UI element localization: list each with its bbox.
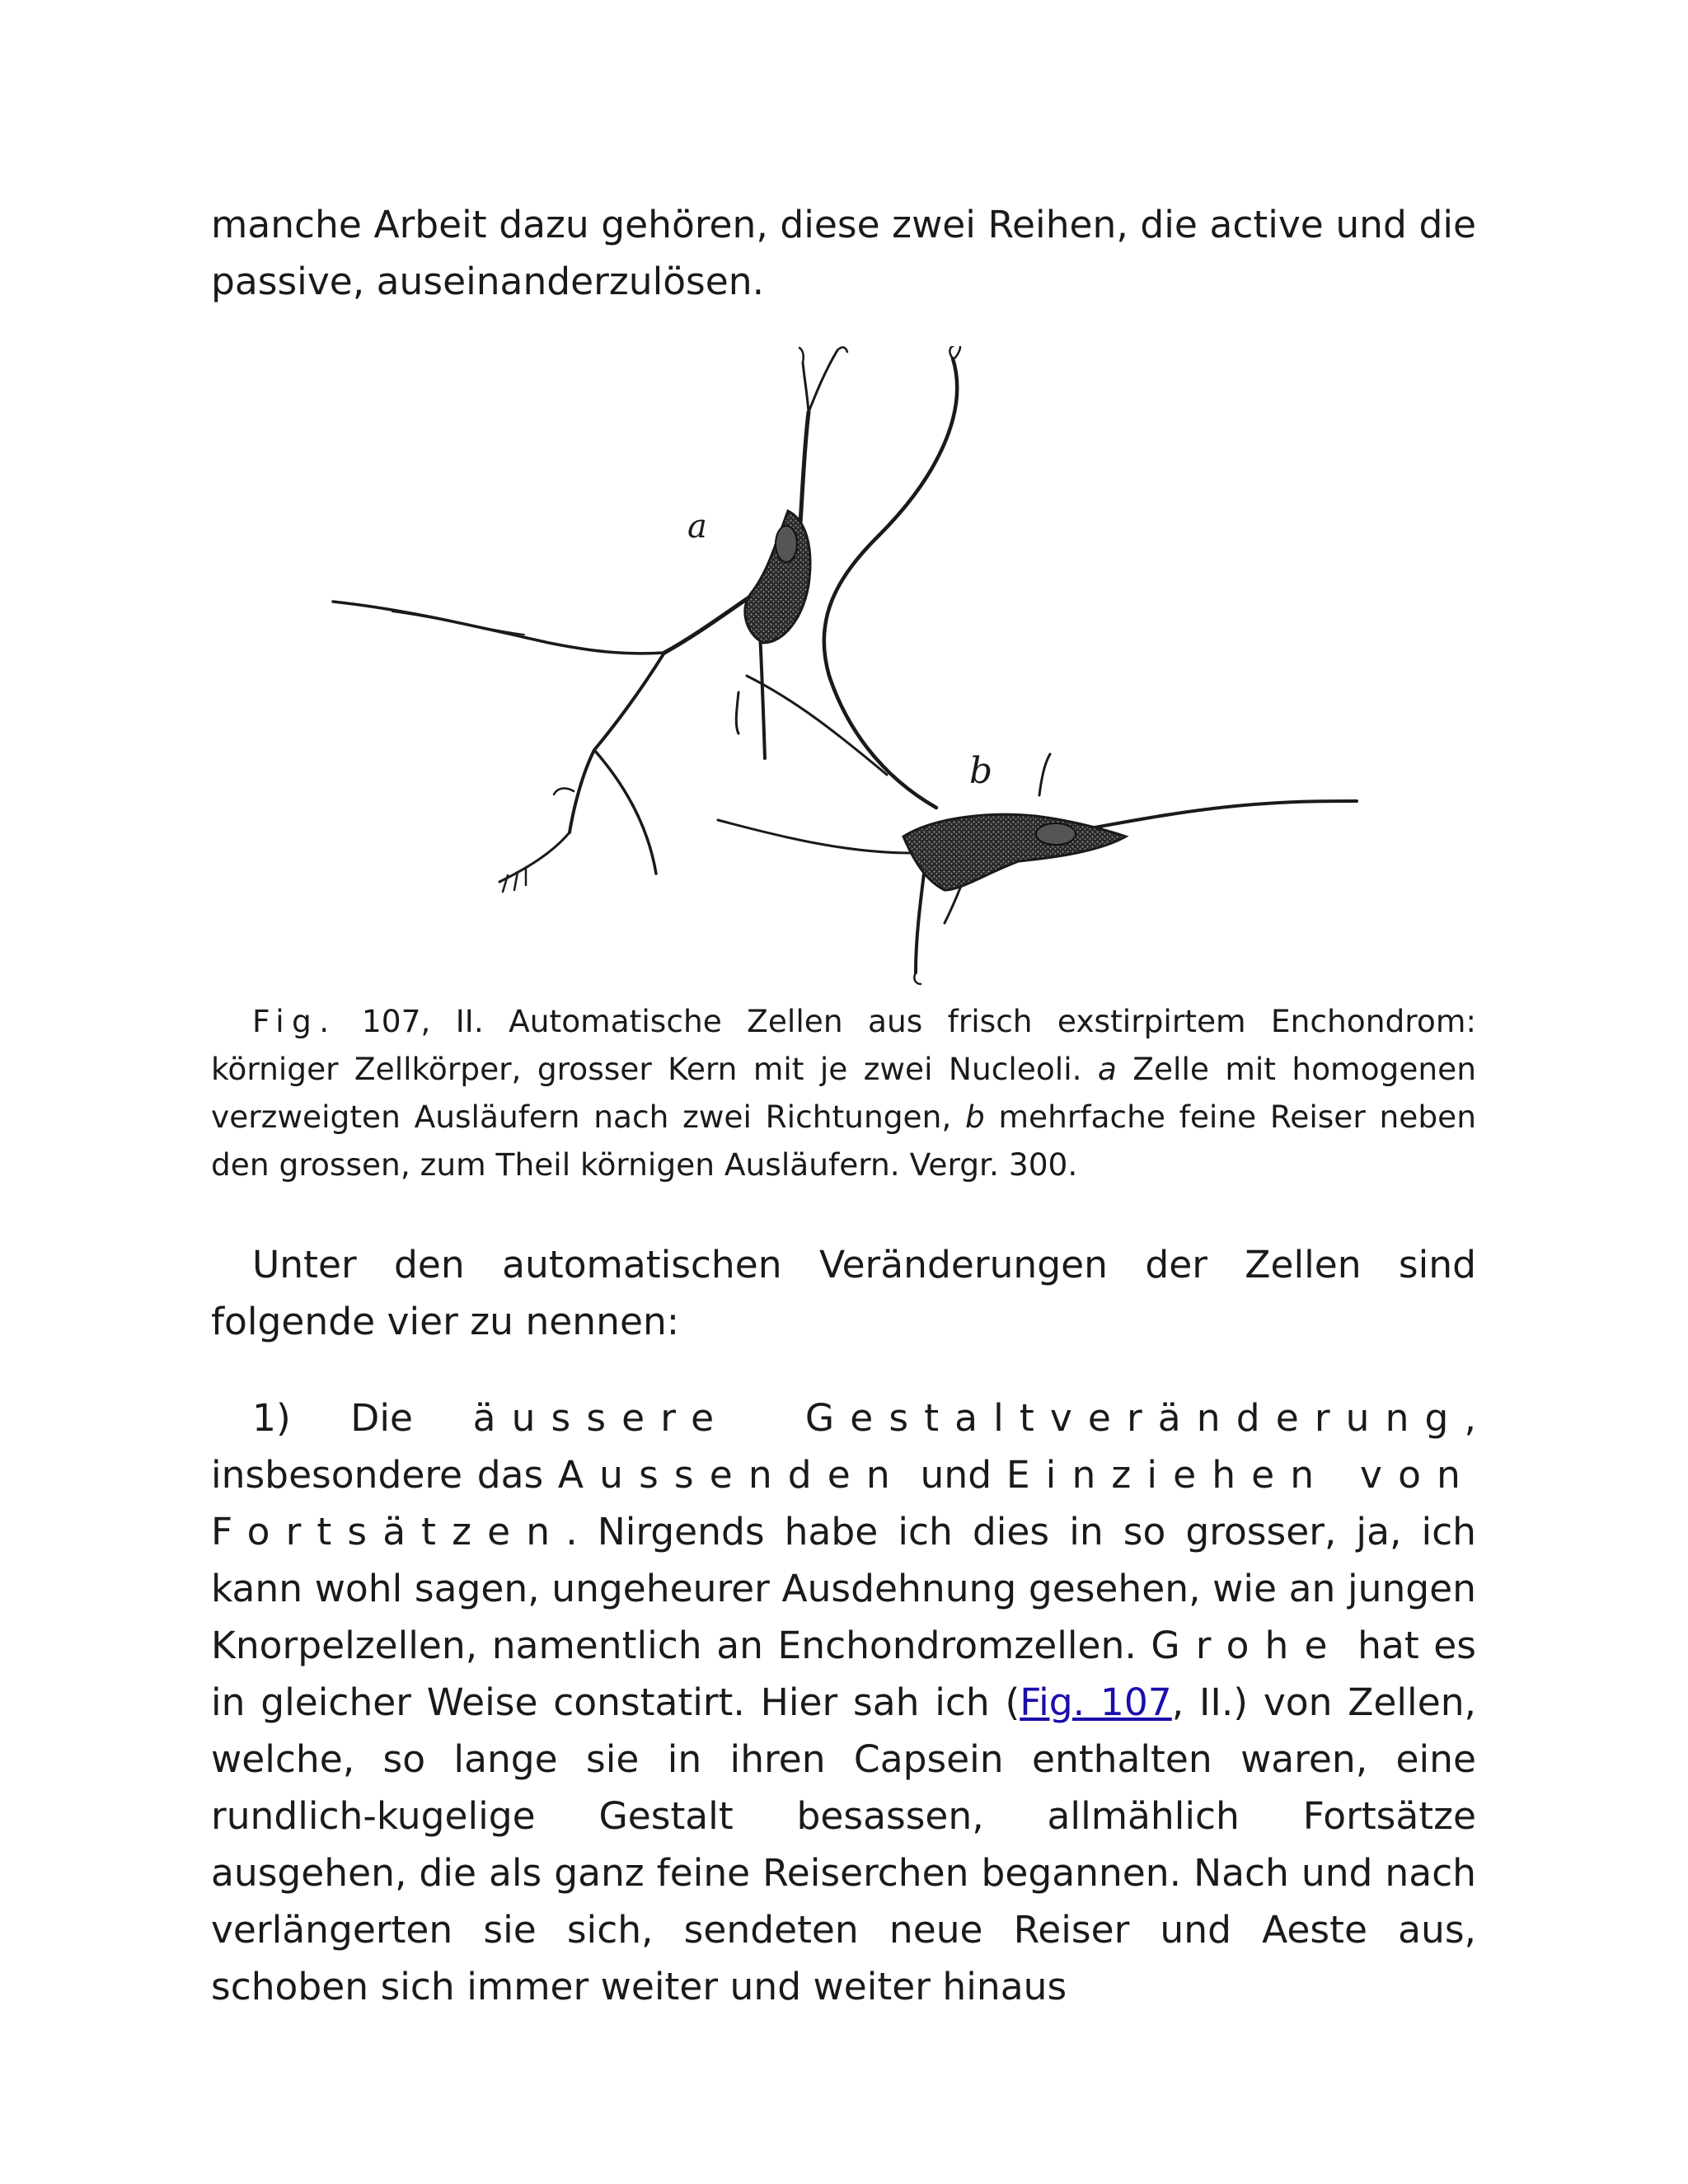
para3-spaced-3: Einziehen von Fortsätzen <box>211 1453 1476 1554</box>
cell-illustration <box>310 346 1398 989</box>
caption-lead: 107, II. Automatische Zellen aus frisch exstirpirtem Enchondrom: körniger Zellkörper, grosser Kern mit je zwei Nucleoli. <box>211 1003 1476 1087</box>
cell-a-nucleus <box>776 526 797 562</box>
para3-t3: . Nirgends habe ich dies in so grosser, ja, ich kann wohl sagen, ungeheurer Ausdehnung gesehen, wie an jungen Knorpelzellen, namentlich an Enchondromzellen. <box>211 1510 1476 1667</box>
caption-fig-word: Fig. <box>252 1003 337 1039</box>
para3-t4: hat es in gleicher Weise constatirt. Hier sah ich ( <box>211 1624 1476 1724</box>
para3-spaced-1: äussere Gestaltveränderung <box>472 1396 1465 1440</box>
para3-t2: und <box>905 1453 1006 1497</box>
para3-spaced-2: Aussenden <box>557 1453 906 1497</box>
cell-b-nucleus <box>1036 823 1076 845</box>
cell-drawing <box>310 346 1398 989</box>
intro-paragraph: manche Arbeit dazu gehören, diese zwei Reihen, die active und die passive, auseinanderzulösen. <box>211 203 1476 303</box>
figure-caption <box>211 997 1476 1188</box>
para3-t1: , insbesondere das <box>211 1396 1476 1497</box>
fig-107-link[interactable]: Fig. 107 <box>1020 1680 1172 1724</box>
paragraph-automatic-changes: Unter den automatischen Veränderungen der Zellen sind folgende vier zu nennen: <box>211 1243 1476 1343</box>
caption-tail: mehrfache feine Reiser neben den grossen, zum Theil körnigen Ausläufern. Vergr. 300. <box>211 1099 1476 1183</box>
caption-a: a <box>1097 1051 1117 1087</box>
caption-mid: Zelle mit homogenen verzweigten Ausläufern nach zwei Richtungen, <box>211 1051 1477 1135</box>
paragraph-shape-change <box>211 1390 1476 2015</box>
label-b: b <box>969 750 993 792</box>
cell-b <box>718 346 1357 984</box>
label-a: a <box>687 508 707 546</box>
para3-t5: , II.) von Zellen, welche, so lange sie in ihren Capsein enthalten waren, eine rundlich-kugelige Gestalt besassen, allmählich Fortsätze ausgehen, die als ganz feine Reiserchen begannen. Nach und nach verlängerten sie sich, sendeten neue Reiser und Aeste aus, schoben sich immer weiter und weiter hinaus <box>211 1680 1476 2008</box>
cell-b-body <box>903 814 1126 890</box>
cell-a-body <box>745 511 810 643</box>
para3-num: 1) Die <box>252 1396 473 1440</box>
caption-b: b <box>965 1099 985 1135</box>
para3-spaced-4: Grohe <box>1151 1624 1343 1667</box>
